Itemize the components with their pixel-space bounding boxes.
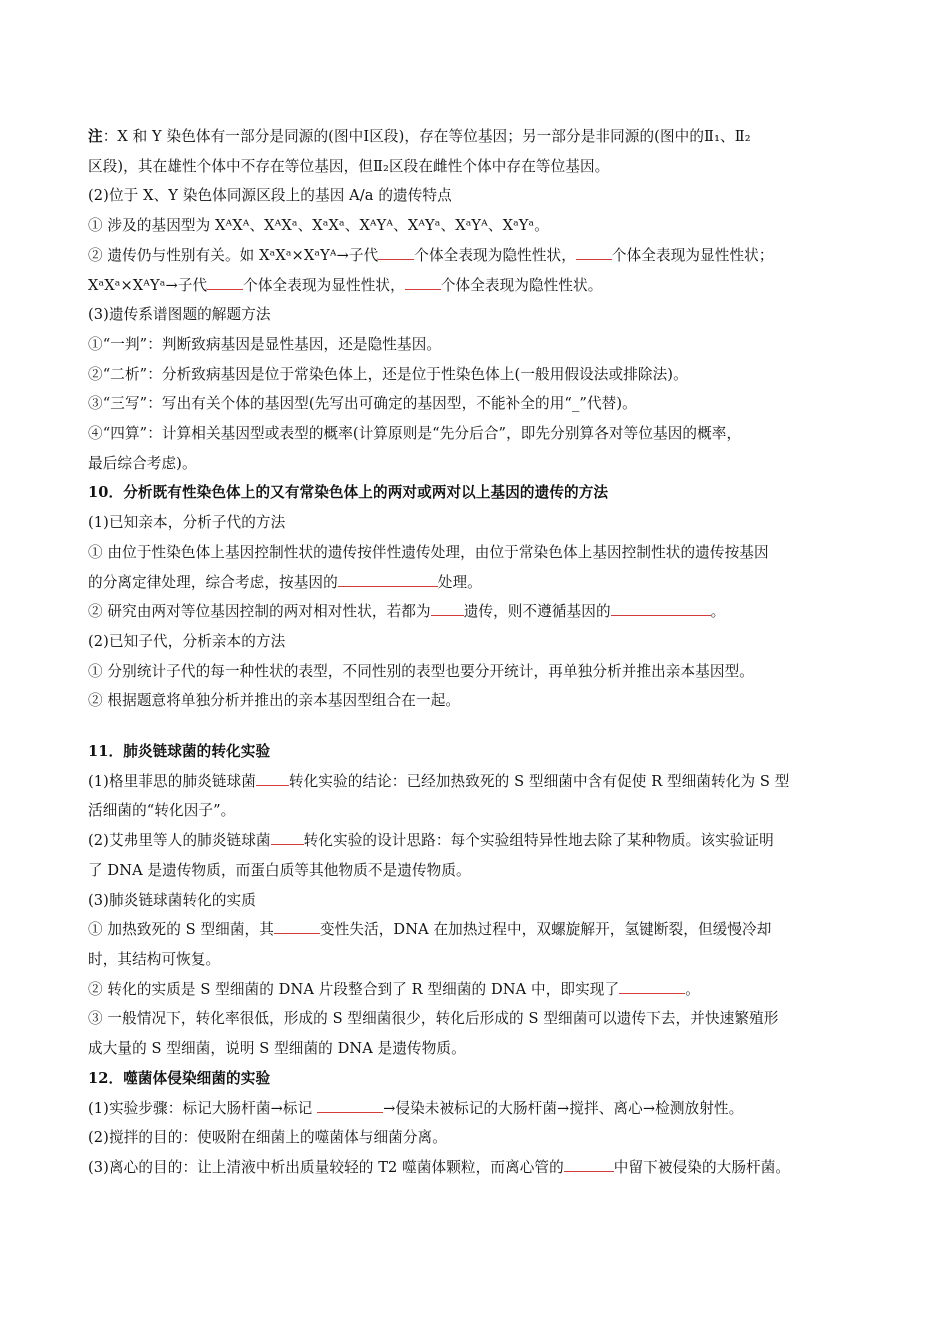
question-10-item-1-cont: 的分离定律处理，综合考虑，按基因的 处理。 <box>88 568 864 598</box>
section-2-item-2: ② 遗传仍与性别有关。如 XᵃXᵃ×XᵃYᴬ→子代 个体全表现为隐性性状， 个体全表现为显性性状； <box>88 241 864 271</box>
note-label: 注 <box>88 128 103 145</box>
question-11-part-3-item-3: ③ 一般情况下，转化率很低，形成的 S 型细菌很少，转化后形成的 S 型细菌可以遗传下去，并快速繁殖形 <box>88 1010 779 1028</box>
section-2-item-1: ① 涉及的基因型为 XᴬXᴬ、XᴬXᵃ、XᵃXᵃ、XᴬYᴬ、XᴬYᵃ、XᵃYᴬ、XᵃYᵃ。 <box>88 217 549 235</box>
fill-blank[interactable] <box>576 244 612 260</box>
question-12-part-1: (1)实验步骤：标记大肠杆菌→标记 →侵染未被标记的大肠杆菌→搅拌、离心→检测放射性。 <box>88 1094 864 1124</box>
question-11-part-3-item-1: ① 加热致死的 S 型细菌，其 变性失活，DNA 在加热过程中，双螺旋解开，氢键断裂，但缓慢冷却 <box>88 915 864 945</box>
fill-blank[interactable] <box>338 571 438 587</box>
section-3-item-3: ③“三写”：写出有关个体的基因型(先写出可确定的基因型，不能补全的用“_”代替)。 <box>88 395 637 413</box>
fill-blank[interactable] <box>619 978 685 994</box>
note-line-2: 区段)，其在雄性个体中不存在等位基因，但Ⅱ₂区段在雌性个体中存在等位基因。 <box>88 157 610 175</box>
question-11-part-3-title: (3)肺炎链球菌转化的实质 <box>88 891 256 909</box>
section-2-title: (2)位于 X、Y 染色体同源区段上的基因 A/a 的遗传特点 <box>88 187 452 205</box>
fill-blank[interactable] <box>611 600 711 616</box>
question-12-part-2: (2)搅拌的目的：使吸附在细菌上的噬菌体与细菌分离。 <box>88 1129 447 1147</box>
question-12-part-3: (3)离心的目的：让上清液中析出质量较轻的 T2 噬菌体颗粒，而离心管的 中留下被侵染的大肠杆菌。 <box>88 1153 864 1183</box>
section-3-item-4-cont: 最后综合考虑)。 <box>88 454 197 472</box>
section-3-item-1: ①“一判”：判断致病基因是显性基因，还是隐性基因。 <box>88 335 442 353</box>
fill-blank[interactable] <box>405 274 441 290</box>
fill-blank[interactable] <box>271 829 304 845</box>
fill-blank[interactable] <box>378 244 414 260</box>
fill-blank[interactable] <box>431 600 464 616</box>
fill-blank[interactable] <box>207 274 243 290</box>
question-10-item-1: ① 由位于性染色体上基因控制性状的遗传按伴性遗传处理，由位于常染色体上基因控制性状的遗传按基因 <box>88 543 769 561</box>
question-11-part-1: (1)格里菲思的肺炎链球菌 转化实验的结论：已经加热致死的 S 型细菌中含有促使 R 型细菌转化为 S 型 <box>88 767 864 797</box>
question-10-part-1-title: (1)已知亲本，分析子代的方法 <box>88 514 286 532</box>
question-10-part-2-item-1: ① 分别统计子代的每一种性状的表型，不同性别的表型也要分开统计，再单独分析并推出亲本基因型。 <box>88 662 754 680</box>
question-11-part-3-item-1-cont: 时，其结构可恢复。 <box>88 950 221 968</box>
question-11-part-3-item-3-cont: 成大量的 S 型细菌，说明 S 型细菌的 DNA 是遗传物质。 <box>88 1040 466 1058</box>
question-10-item-2: ② 研究由两对等位基因控制的两对相对性状，若都为 遗传，则不遵循基因的 。 <box>88 597 864 627</box>
question-10-heading: 10．分析既有性染色体上的又有常染色体上的两对或两对以上基因的遗传的方法 <box>88 484 609 502</box>
question-11-part-2-cont: 了 DNA 是遗传物质，而蛋白质等其他物质不是遗传物质。 <box>88 861 471 879</box>
question-11-part-1-cont: 活细菌的“转化因子”。 <box>88 802 236 820</box>
fill-blank[interactable] <box>317 1097 383 1113</box>
note-line-1: 注：X 和 Y 染色体有一部分是同源的(图中Ⅰ区段)，存在等位基因；另一部分是非同源的(图中的Ⅱ₁、Ⅱ₂ <box>88 128 751 145</box>
question-10-part-2-title: (2)已知子代，分析亲本的方法 <box>88 632 286 650</box>
fill-blank[interactable] <box>274 918 320 934</box>
section-3-item-4: ④“四算”：计算相关基因型或表型的概率(计算原则是“先分后合”，即先分别算各对等位基因的概率， <box>88 425 742 443</box>
section-3-item-2: ②“二析”：分析致病基因是位于常染色体上，还是位于性染色体上(一般用假设法或排除法)。 <box>88 365 688 383</box>
fill-blank[interactable] <box>564 1156 614 1172</box>
section-2-item-2-cont: XᵃXᵃ×XᴬYᵃ→子代 个体全表现为显性性状， 个体全表现为隐性性状。 <box>88 271 864 301</box>
section-3-title: (3)遗传系谱图题的解题方法 <box>88 306 271 324</box>
fill-blank[interactable] <box>256 770 289 786</box>
question-11-heading: 11．肺炎链球菌的转化实验 <box>88 743 271 761</box>
question-11-part-3-item-2: ② 转化的实质是 S 型细菌的 DNA 片段整合到了 R 型细菌的 DNA 中，即实现了 。 <box>88 975 864 1005</box>
document-page <box>88 122 864 1183</box>
spacer <box>88 716 864 737</box>
question-12-heading: 12．噬菌体侵染细菌的实验 <box>88 1069 271 1087</box>
question-10-part-2-item-2: ② 根据题意将单独分析并推出的亲本基因型组合在一起。 <box>88 692 461 710</box>
question-11-part-2: (2)艾弗里等人的肺炎链球菌 转化实验的设计思路：每个实验组特异性地去除了某种物质。该实验证明 <box>88 826 864 856</box>
